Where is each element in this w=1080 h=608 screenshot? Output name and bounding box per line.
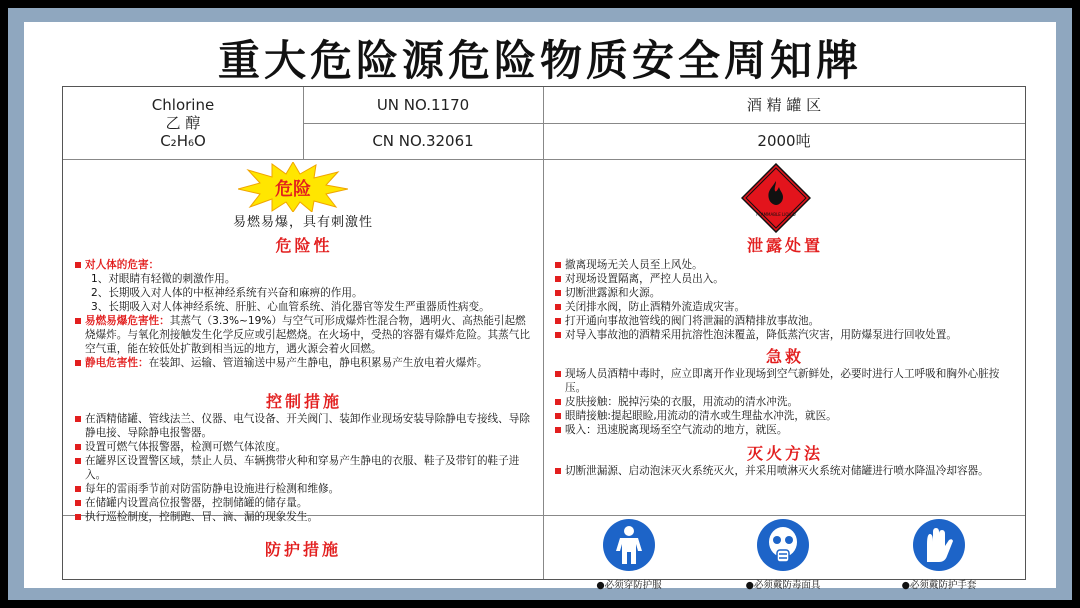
sign-title: 重大危险源危险物质安全周知牌 [217, 36, 862, 85]
first-aid-item: 吸入：迅速脱离现场至空气流动的地方，就医。 [553, 423, 1017, 437]
first-aid-section [553, 344, 1017, 437]
control-item: 执行巡检制度，控制跑、冒、滴、漏的现象发生。 [73, 510, 535, 524]
leak-section [553, 233, 1017, 342]
fire-fighting-section [553, 441, 1017, 478]
control-item: 在储罐内设置高位报警器，控制储罐的储存量。 [73, 496, 535, 510]
leak-item: 切断泄露源和火源。 [553, 286, 1017, 300]
protection-heading: 防护措施 [264, 540, 341, 559]
control-item: 每年的雷雨季节前对防雷防静电设施进行检测和维修。 [73, 482, 535, 496]
leak-item: 对现场设置隔离，严控人员出入。 [553, 272, 1017, 286]
leak-heading: 泄露处置 [746, 236, 823, 255]
storage-area: 酒 精 罐 区 [746, 96, 822, 114]
svg-text:FLAMMABLE LIQUID: FLAMMABLE LIQUID [756, 212, 796, 217]
storage-quantity: 2000吨 [757, 132, 811, 150]
control-item: 在酒精储罐、管线法兰、仪器、电气设备、开关阀门、装卸作业现场安装导除静电专接线、导除静电接、导除静电报警器。 [73, 412, 535, 440]
ppe-gas-mask [723, 519, 843, 591]
health-hazard-label: 对人体的危害： [73, 258, 535, 272]
leak-item: 对导入事故池的酒精采用抗溶性泡沫覆盖，降低蒸汽灾害，用防爆泵进行回收处置。 [553, 328, 1017, 342]
danger-starburst-icon [238, 162, 348, 212]
ppe-label: ●必须戴防护手套 [901, 580, 977, 591]
health-item: 1、对眼睛有轻微的刺激作用。 [91, 273, 236, 285]
control-item: 设置可燃气体报警器，检测可燃气体浓度。 [73, 440, 535, 454]
un-number: UN NO.1170 [376, 96, 470, 114]
static-hazard-paragraph: 静电危害性：在装卸、运输、管道输送中易产生静电，静电积累易产生放电着火爆炸。 [73, 356, 535, 370]
control-section [73, 389, 535, 524]
fire-hazard-paragraph: 易燃易爆危害性：其蒸气（3.3%~19%）与空气可形成爆炸性混合物，遇明火、高热能引起燃烧爆炸。与氧化剂接触发生化学反应或引起燃烧。在火场中，受热的容器有爆炸危险。其蒸气比空气重，能在较低处扩散到相当远的地方，遇火源会着火回燃。 [73, 314, 535, 356]
hazard-heading: 危险性 [275, 236, 333, 255]
leak-item: 打开通向事故池管线的阀门将泄漏的酒精排放事故池。 [553, 314, 1017, 328]
first-aid-item: 眼睛接触:提起眼睑,用流动的清水或生理盐水冲洗，就医。 [553, 409, 1017, 423]
leak-item: 撤离现场无关人员至上风处。 [553, 258, 1017, 272]
health-item: 3、长期吸入对人体神经系统、肝脏、心血管系统、消化器官等发生严重器质性病变。 [91, 301, 490, 313]
gas-mask-icon [757, 519, 809, 571]
danger-description: 易燃易爆，具有刺激性 [232, 215, 373, 230]
info-grid [62, 86, 1026, 591]
first-aid-heading: 急救 [765, 347, 804, 366]
ppe-gloves [879, 519, 999, 591]
danger-badge-text: 危险 [275, 179, 311, 200]
health-item: 2、长期吸入对人体的中枢神经系统有兴奋和麻痹的作用。 [91, 287, 363, 299]
fire-fighting-item: 切断泄漏源、启动泡沫灭火系统灭火，并采用喷淋灭火系统对储罐进行喷水降温冷却容器。 [553, 464, 1017, 478]
chemical-name-en: Chlorine [151, 96, 215, 114]
protective-suit-icon [603, 519, 655, 571]
first-aid-item: 现场人员酒精中毒时，应立即离开作业现场到空气新鲜处，必要时进行人工呼吸和胸外心脏按压。 [553, 367, 1017, 395]
leak-item: 关闭排水阀，防止酒精外流造成灾害。 [553, 300, 1017, 314]
hazard-section [73, 233, 535, 370]
control-item: 在罐界区设置警区域，禁止人员、车辆携带火种和穿易产生静电的衣服、鞋子及带钉的鞋子进入。 [73, 454, 535, 482]
chemical-name-cn: 乙 醇 [165, 114, 201, 132]
control-heading: 控制措施 [265, 392, 342, 411]
gloves-icon [913, 519, 965, 571]
chemical-name-cell [63, 87, 303, 159]
chemical-formula: C₂H₆O [160, 132, 206, 150]
cn-number: CN NO.32061 [372, 132, 474, 150]
ppe-protective-suit [569, 519, 689, 591]
ppe-label: ●必须穿防护服 [596, 580, 662, 591]
fire-fighting-heading: 灭火方法 [746, 444, 823, 463]
ppe-label: ●必须戴防毒面具 [745, 580, 821, 591]
first-aid-item: 皮肤接触：脱掉污染的衣服，用流动的清水冲洗。 [553, 395, 1017, 409]
flammable-diamond-icon [741, 163, 811, 233]
